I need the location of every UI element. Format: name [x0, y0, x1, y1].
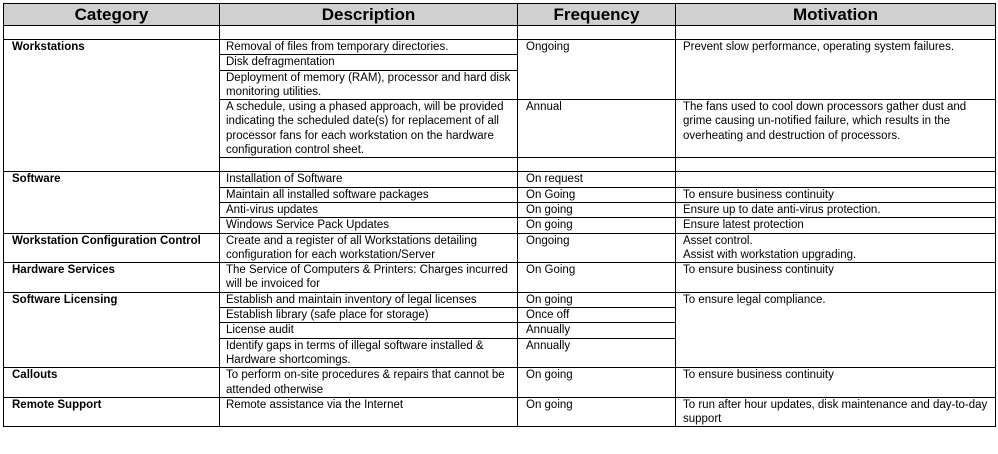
category-cell: Workstations — [4, 40, 220, 172]
motivation-cell: Prevent slow performance, operating system failures. — [676, 40, 996, 100]
description-cell: Establish library (safe place for storage) — [220, 308, 518, 323]
description-cell: Identify gaps in terms of illegal software installed & Hardware shortcomings. — [220, 338, 518, 368]
motivation-cell: To ensure legal compliance. — [676, 292, 996, 367]
description-cell: Installation of Software — [220, 172, 518, 187]
motivation-cell: Ensure up to date anti-virus protection. — [676, 202, 996, 217]
motivation-cell: To ensure business continuity — [676, 368, 996, 398]
spacer-row — [4, 26, 996, 40]
frequency-cell: Annual — [518, 100, 676, 158]
table-row — [4, 292, 996, 307]
description-cell: To perform on-site procedures & repairs that cannot be attended otherwise — [220, 368, 518, 398]
category-cell: Software Licensing — [4, 292, 220, 367]
motivation-cell: To ensure business continuity — [676, 263, 996, 293]
category-cell: Callouts — [4, 368, 220, 398]
motivation-cell: Asset control. Assist with workstation upgrading. — [676, 233, 996, 263]
table-row — [4, 233, 996, 263]
frequency-cell: Ongoing — [518, 40, 676, 100]
description-cell: Create and a register of all Workstations detailing configuration for each workstation/Server — [220, 233, 518, 263]
header-row — [4, 4, 996, 26]
frequency-cell: Once off — [518, 308, 676, 323]
header-motivation: Motivation — [676, 4, 996, 26]
table-row — [4, 368, 996, 398]
table-row — [4, 397, 996, 427]
description-cell: License audit — [220, 323, 518, 338]
motivation-cell: To ensure business continuity — [676, 187, 996, 202]
table-row — [4, 263, 996, 293]
frequency-cell — [518, 158, 676, 172]
description-cell: Windows Service Pack Updates — [220, 218, 518, 233]
frequency-cell: On Going — [518, 187, 676, 202]
description-cell: The Service of Computers & Printers: Charges incurred will be invoiced for — [220, 263, 518, 293]
frequency-cell: On going — [518, 292, 676, 307]
description-cell: A schedule, using a phased approach, will be provided indicating the scheduled date(s) for replacement of all processor fans for each workstation on the hardware configuration control sheet. — [220, 100, 518, 158]
frequency-cell: On going — [518, 218, 676, 233]
header-description: Description — [220, 4, 518, 26]
category-cell: Remote Support — [4, 397, 220, 427]
frequency-cell: On going — [518, 368, 676, 398]
frequency-cell: On Going — [518, 263, 676, 293]
header-frequency: Frequency — [518, 4, 676, 26]
motivation-cell: The fans used to cool down processors gather dust and grime causing un-notified failure, which results in the overheating and destruction of processors. — [676, 100, 996, 158]
description-cell: Removal of files from temporary directories. — [220, 40, 518, 55]
motivation-cell: To run after hour updates, disk maintenance and day-to-day support — [676, 397, 996, 427]
frequency-cell: On going — [518, 397, 676, 427]
frequency-cell: Annually — [518, 338, 676, 368]
motivation-cell: Ensure latest protection — [676, 218, 996, 233]
category-cell: Workstation Configuration Control — [4, 233, 220, 263]
category-cell: Software — [4, 172, 220, 233]
frequency-cell: On request — [518, 172, 676, 187]
motivation-cell — [676, 172, 996, 187]
description-cell: Disk defragmentation — [220, 55, 518, 70]
description-cell: Maintain all installed software packages — [220, 187, 518, 202]
description-cell: Establish and maintain inventory of legal licenses — [220, 292, 518, 307]
header-category: Category — [4, 4, 220, 26]
motivation-cell — [676, 158, 996, 172]
description-cell: Remote assistance via the Internet — [220, 397, 518, 427]
description-cell: Deployment of memory (RAM), processor and hard disk monitoring utilities. — [220, 70, 518, 100]
frequency-cell: Ongoing — [518, 233, 676, 263]
description-cell: Anti-virus updates — [220, 202, 518, 217]
table-row — [4, 172, 996, 187]
table-row — [4, 40, 996, 55]
category-cell: Hardware Services — [4, 263, 220, 293]
maintenance-schedule-table — [3, 3, 996, 427]
description-cell — [220, 158, 518, 172]
frequency-cell: Annually — [518, 323, 676, 338]
frequency-cell: On going — [518, 202, 676, 217]
